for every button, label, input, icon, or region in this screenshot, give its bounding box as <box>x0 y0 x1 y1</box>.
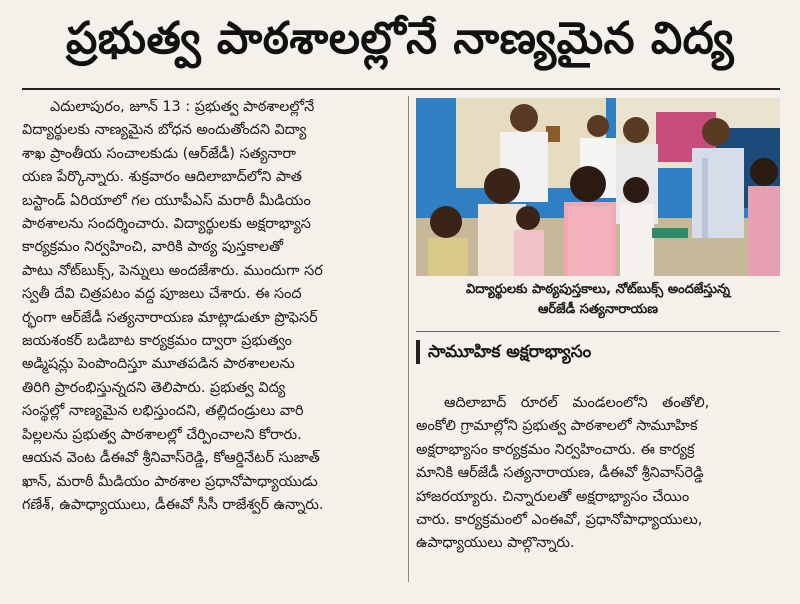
main-story-line: తిరిగి ప్రారంభిస్తున్నదని తెలిపారు. ప్రభుత్వ విద్య <box>22 379 286 396</box>
main-story-line: ర్భంగా ఆర్‌జేడీ సత్యనారాయణ మాట్లాడుతూ ప్రొఫెసర్ <box>22 309 318 326</box>
main-story-line: పాఠశాలను సందర్శించారు. విద్యార్థులకు అక్షరాభ్యాస <box>22 216 311 233</box>
main-story-line: కార్యక్రమం నిర్వహించి, వారికి పాఠ్య పుస్తకాలతో <box>22 239 284 256</box>
sub-story-line: అంకోలి గ్రామాల్లోని ప్రభుత్వ పాఠశాలలో సామూహిక <box>416 418 698 435</box>
column-divider <box>408 96 409 582</box>
sub-story-line: ఆదిలాబాద్ రూరల్ మండలంలోని తంతోలి, <box>444 395 710 411</box>
main-story-line: పిల్లలను ప్రభుత్వ పాఠశాలల్లో చేర్పించాలని కోరారు. <box>22 426 302 443</box>
headline: ప్రభుత్వ పాఠశాలల్లోనే నాణ్యమైన విద్య <box>65 13 735 64</box>
main-story-line: ఆయన వెంట డీఈవో శ్రీనివాస్‌రెడ్డి, కోఆర్డినేటర్ సుజాత్ <box>22 450 320 467</box>
main-story-line: ఎదులాపురం, జూన్ 13 : ప్రభుత్వ పాఠశాలల్లోనే <box>50 99 315 115</box>
main-story-line: శాఖ ప్రాంతీయ సంచాలకుడు (ఆర్‌జేడీ) సత్యనారా <box>22 145 296 162</box>
news-photo <box>416 98 780 276</box>
subsection-rule <box>416 331 780 332</box>
headline-rule <box>22 88 780 90</box>
main-story-line: ఖాన్, మరాఠీ మీడియం పాఠశాల ప్రధానోపాధ్యాయుడు <box>22 473 318 490</box>
main-story-line: స్వతీ దేవి చిత్రపటం వద్ద పూజలు చేశారు. ఈ సంద <box>22 286 302 303</box>
main-story-line: పాటు నోట్‌బుక్స్, పెన్నులు అందజేశారు. ముందుగా సర <box>22 262 323 279</box>
main-story-line: అడ్మిషన్లు పెంపొందిస్తూ మూతపడిన పాఠశాలలను <box>22 356 295 373</box>
main-story-line: విద్యార్థులకు నాణ్యమైన బోధన అందుతోందని విద్యా <box>22 122 307 139</box>
main-story-line: గణేశ్, ఉపాధ్యాయులు, డీఈవో సీసీ రాజేశ్వర్ ఉన్నారు. <box>22 496 324 513</box>
main-story-line: యణ పేర్కొన్నారు. శుక్రవారం ఆదిలాబాద్‌లోని పాత <box>22 169 302 186</box>
sub-story-line: చారు. కార్యక్రమంలో ఎంఈవో, ప్రధానోపాధ్యాయులు, <box>416 512 703 529</box>
sub-story-line: హాజరయ్యారు. చిన్నారులతో అక్షరాభ్యాసం చేయిం <box>416 488 690 505</box>
main-story-line: జయశంకర్ బడిబాట కార్యక్రమం ద్వారా ప్రభుత్వం <box>22 333 292 350</box>
photo-caption-line-1: విద్యార్థులకు పాఠ్యపుస్తకాలు, నోట్‌బుక్స్ అందజేస్తున్న <box>466 282 730 297</box>
main-story-line: బస్టాండ్ ఏరియాలో గల యూపీఎస్ మరాఠీ మీడియం <box>22 192 311 209</box>
sub-story <box>416 392 780 556</box>
sub-story-line: ఉపాధ్యాయులు పాల్గొన్నారు. <box>416 535 575 552</box>
classroom-photo-illustration <box>416 98 780 276</box>
sub-story-line: మానికి ఆర్‌జేడీ సత్యనారాయణ, డీఈవో శ్రీనివాస్‌రెడ్డి <box>416 465 704 482</box>
main-story <box>22 96 404 596</box>
sub-story-line: అక్షరాభ్యాసం కార్యక్రమం నిర్వహించారు. ఈ కార్యక్ర <box>416 441 695 458</box>
photo-caption <box>416 280 780 320</box>
main-story-line: సంస్థల్లో నాణ్యమైన లభిస్తుందని, తల్లిదండ్రులు వారి <box>22 403 304 420</box>
subheading: సామూహిక అక్షరాభ్యాసం <box>428 342 592 362</box>
photo-caption-line-2: ఆర్‌జేడీ సత్యనారాయణ <box>537 302 658 317</box>
